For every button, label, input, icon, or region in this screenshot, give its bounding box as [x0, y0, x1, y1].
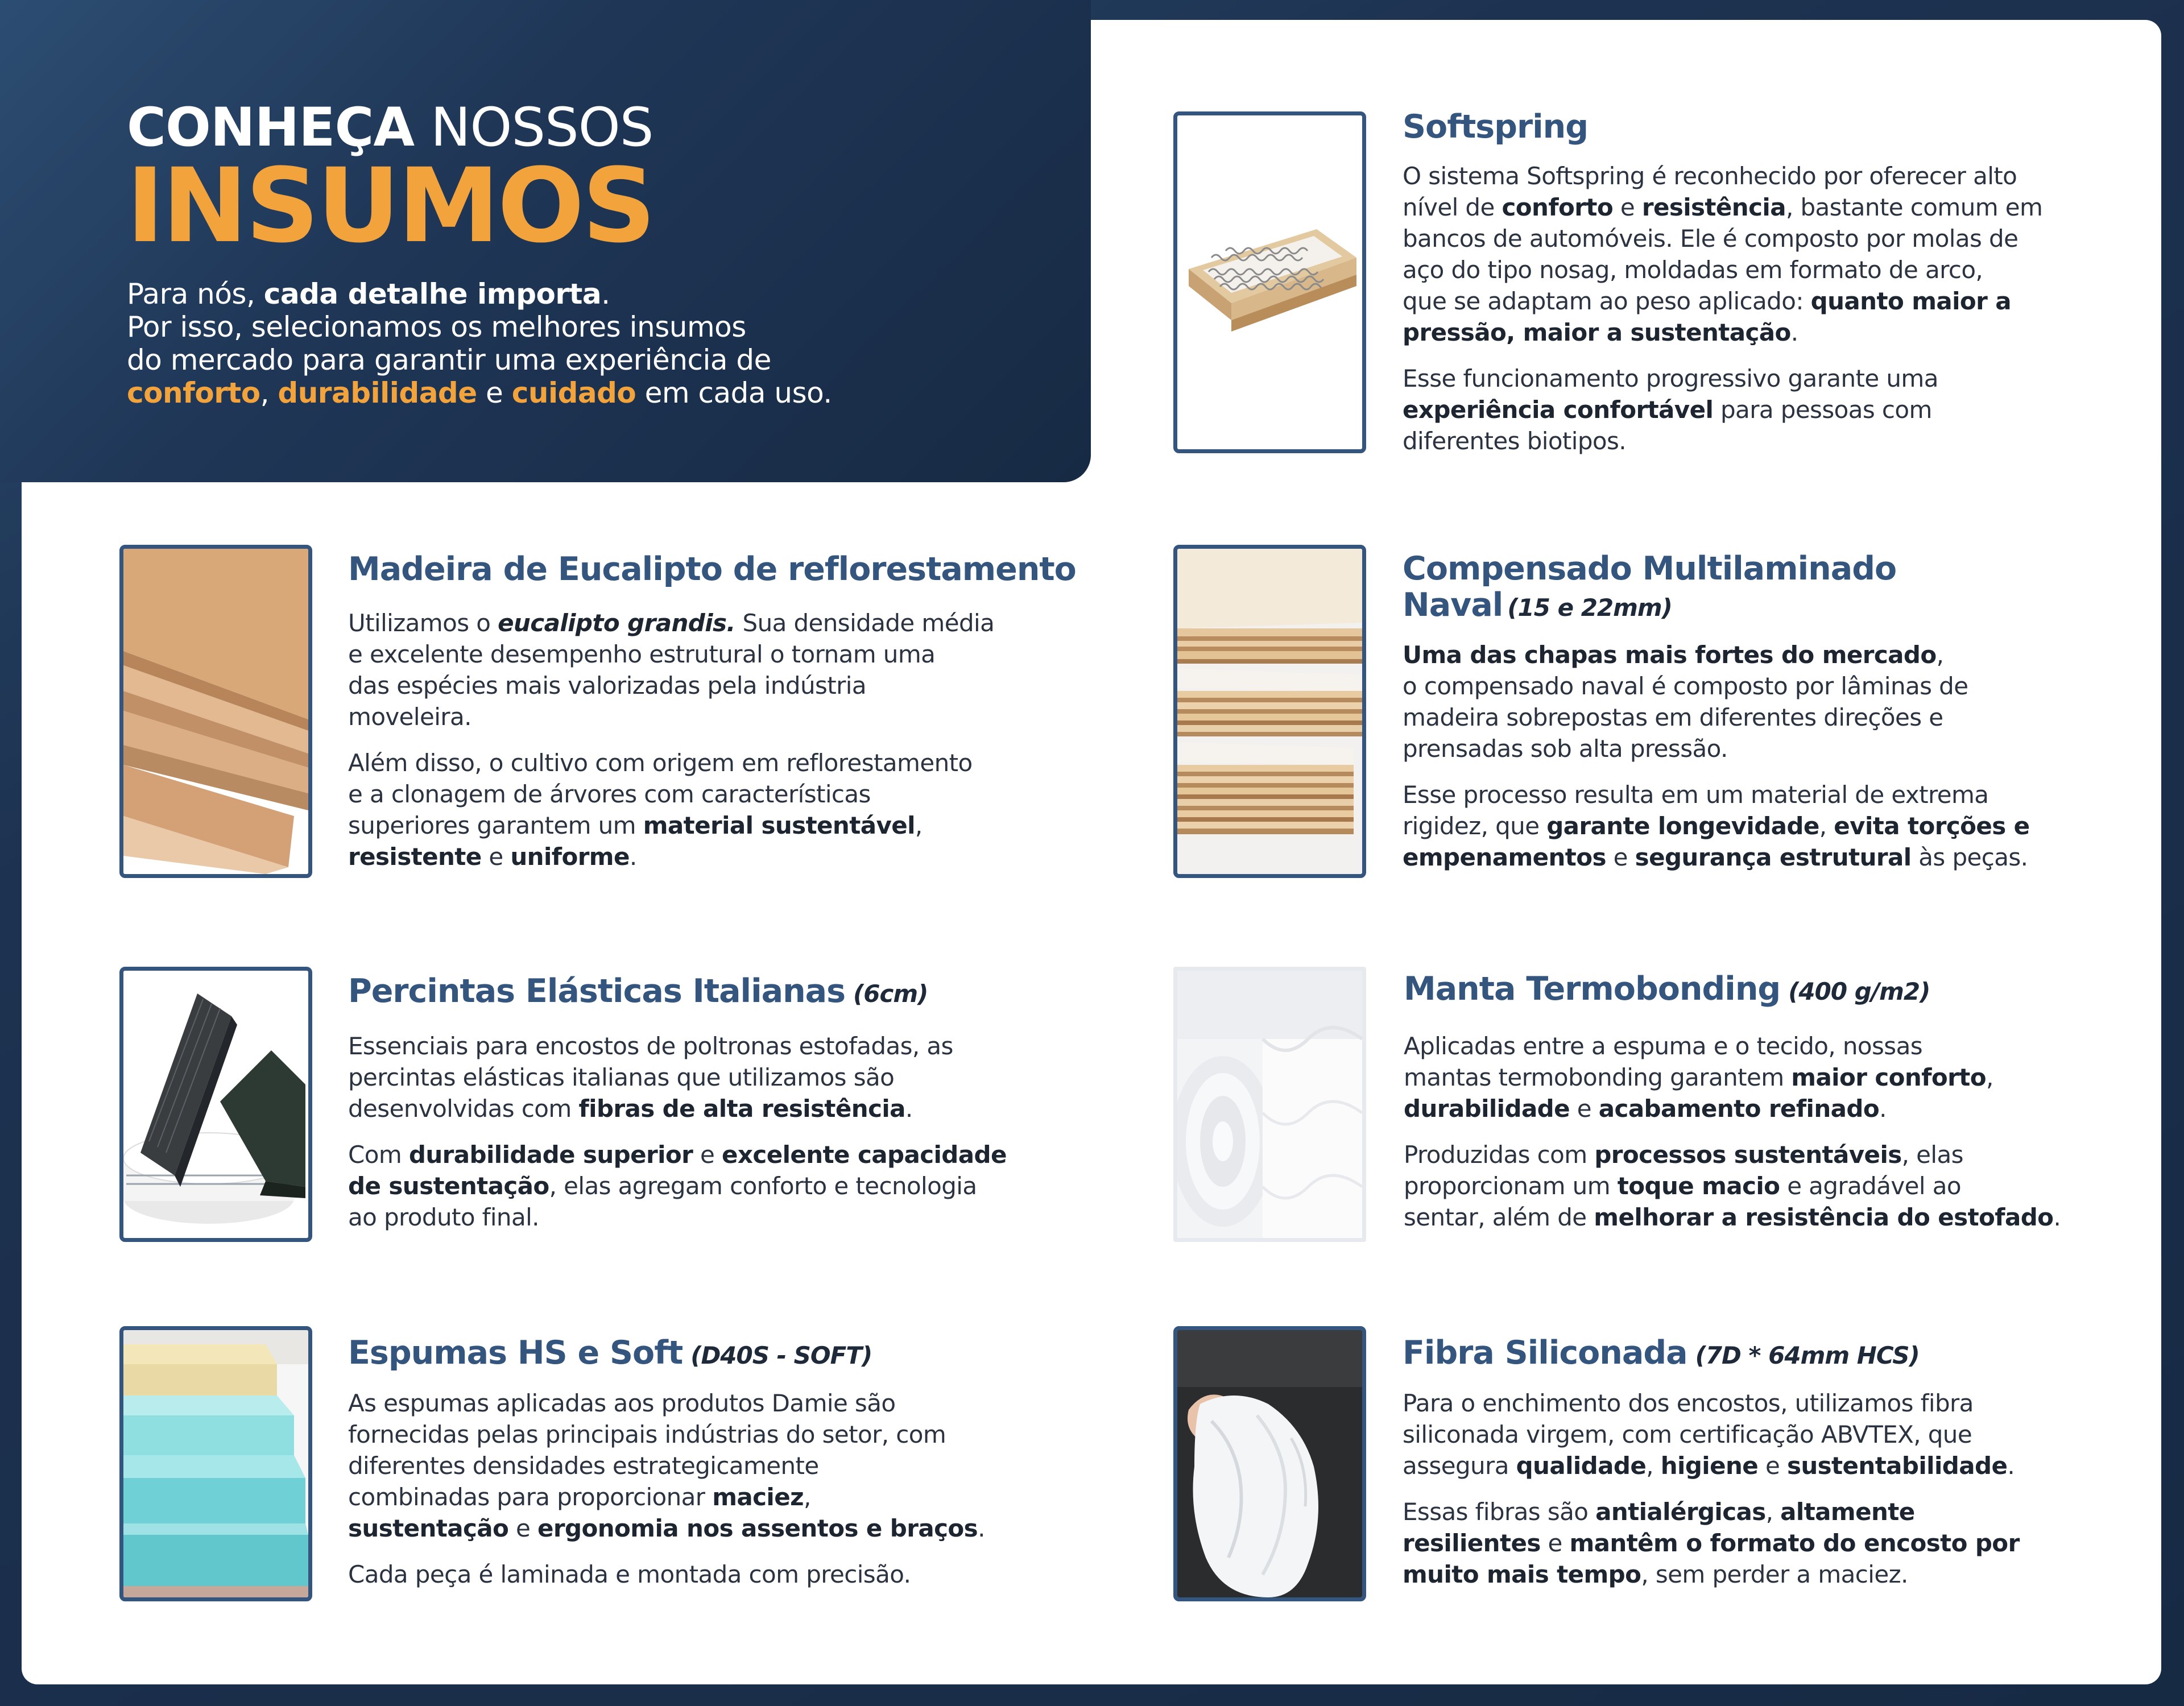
- body-text: ,: [1936, 641, 1944, 669]
- espumas-text: [348, 1388, 985, 1605]
- body-text: superiores garantem um: [348, 811, 643, 839]
- body-text: .: [1790, 318, 1798, 346]
- body-bold: resistente: [348, 843, 482, 871]
- percintas-title: [348, 972, 928, 1013]
- hero-intro: [127, 278, 1060, 409]
- body-text: .: [2007, 1452, 2015, 1480]
- body-text: ,: [1819, 812, 1834, 840]
- manta-text: [1404, 1030, 2061, 1248]
- body-bold: uniforme: [510, 843, 630, 871]
- intro-highlight: durabilidade: [278, 376, 477, 409]
- body-text: para pessoas com: [1713, 396, 1932, 424]
- softspring-image: [1173, 111, 1366, 453]
- body-text: e agradável ao: [1780, 1172, 1961, 1200]
- body-text: e: [508, 1514, 538, 1542]
- body-text: ,: [1986, 1063, 1993, 1091]
- body-line: moveleira.: [348, 703, 471, 731]
- intro-line: do mercado para garantir uma experiência de: [127, 343, 771, 376]
- body-text: , sem perder a maciez.: [1641, 1560, 1908, 1588]
- body-bold: excelente capacidade: [722, 1141, 1007, 1169]
- madeira-text: [348, 607, 994, 887]
- body-text: combinadas para proporcionar: [348, 1483, 713, 1511]
- fibra-text: [1403, 1388, 2020, 1605]
- body-line: Além disso, o cultivo com origem em reflorestamento: [348, 749, 973, 777]
- body-line: bancos de automóveis. Ele é composto por molas de: [1403, 225, 2018, 252]
- percintas-text: [348, 1030, 1007, 1248]
- intro-highlight: conforto: [127, 376, 260, 409]
- fibra-title-text: Fibra Siliconada: [1403, 1334, 1687, 1372]
- body-line: Esse funcionamento progressivo garante uma: [1403, 365, 1938, 392]
- intro-text: Para nós,: [127, 278, 264, 310]
- body-bold: higiene: [1660, 1452, 1759, 1480]
- body-bold: antialérgicas: [1595, 1498, 1766, 1526]
- body-text: mantas termobonding garantem: [1404, 1063, 1792, 1091]
- intro-text: .: [601, 278, 610, 310]
- body-line: fornecidas pelas principais indústrias do setor, com: [348, 1421, 946, 1448]
- body-text: e: [693, 1141, 722, 1169]
- body-text: às peças.: [1911, 843, 2028, 871]
- body-text: ,: [915, 811, 923, 839]
- body-text: e: [1613, 193, 1642, 221]
- body-text: e: [1606, 843, 1635, 871]
- body-line: aço do tipo nosag, moldadas em formato de arco,: [1403, 256, 1983, 284]
- body-text: sentar, além de: [1404, 1203, 1594, 1231]
- body-text: rigidez, que: [1403, 812, 1547, 840]
- body-text: e: [1570, 1095, 1599, 1123]
- body-bold: mantêm o formato do encosto por: [1569, 1529, 2020, 1557]
- body-text: e: [481, 843, 511, 871]
- body-bold: pressão, maior a sustentação: [1403, 318, 1791, 346]
- body-line: Esse processo resulta em um material de extrema: [1403, 781, 1989, 809]
- intro-bold: cada detalhe importa: [263, 278, 602, 310]
- body-bold: maior conforto: [1791, 1063, 1986, 1091]
- body-line: diferentes densidades estrategicamente: [348, 1452, 819, 1480]
- manta-title-text: Manta Termobonding: [1404, 970, 1781, 1008]
- body-bold: fibras de alta resistência: [578, 1095, 905, 1123]
- body-bold: melhorar a resistência do estofado: [1594, 1203, 2054, 1231]
- body-bold: conforto: [1502, 193, 1614, 221]
- body-text: Produzidas com: [1404, 1141, 1595, 1169]
- intro-highlight: cuidado: [511, 376, 636, 409]
- body-line: das espécies mais valorizadas pela indústria: [348, 672, 866, 699]
- percintas-title-text: Percintas Elásticas Italianas: [348, 972, 846, 1010]
- body-line: Essenciais para encostos de poltronas estofadas, as: [348, 1032, 953, 1060]
- body-bold: garante longevidade: [1546, 812, 1819, 840]
- softspring-text: [1403, 160, 2042, 471]
- body-line: siliconada virgem, com certificação ABVTEX, que: [1403, 1421, 1972, 1448]
- body-bold-italic: eucalipto grandis.: [498, 609, 735, 637]
- body-text: , bastante comum em: [1785, 193, 2043, 221]
- body-bold: toque macio: [1617, 1172, 1780, 1200]
- body-text: .: [978, 1514, 985, 1542]
- body-text: que se adaptam ao peso aplicado:: [1403, 287, 1811, 315]
- fibra-title: [1403, 1334, 1920, 1374]
- body-bold: Uma das chapas mais fortes do mercado: [1403, 641, 1937, 669]
- body-line: e excelente desempenho estrutural o tornam uma: [348, 640, 936, 668]
- intro-text: e: [477, 376, 512, 409]
- espumas-title-text: Espumas HS e Soft: [348, 1334, 683, 1372]
- intro-text: em cada uso.: [636, 376, 832, 409]
- body-text: e: [1758, 1452, 1787, 1480]
- body-line: o compensado naval é composto por lâminas de: [1403, 672, 1968, 700]
- percintas-spec: (6cm): [853, 980, 928, 1008]
- body-bold: durabilidade: [1404, 1095, 1570, 1123]
- body-bold: durabilidade superior: [408, 1141, 693, 1169]
- body-text: ,: [1765, 1498, 1781, 1526]
- body-line: prensadas sob alta pressão.: [1403, 735, 1728, 763]
- body-line: e a clonagem de árvores com características: [348, 780, 871, 808]
- body-text: , elas agregam conforto e tecnologia: [549, 1172, 977, 1200]
- body-bold: altamente: [1780, 1498, 1915, 1526]
- body-text: Sua densidade média: [735, 609, 995, 637]
- body-bold: ergonomia nos assentos e braços: [537, 1514, 978, 1542]
- compensado-title-l2: Naval: [1403, 586, 1503, 624]
- espumas-spec: (D40S - SOFT): [690, 1341, 872, 1369]
- body-text: e: [1540, 1529, 1570, 1557]
- body-line: diferentes biotipos.: [1403, 427, 1627, 455]
- body-text: .: [2053, 1203, 2061, 1231]
- madeira-image: [119, 545, 312, 878]
- body-text: .: [1879, 1095, 1887, 1123]
- fibra-spec: (7D * 64mm HCS): [1695, 1341, 1920, 1369]
- body-text: .: [629, 843, 637, 871]
- percintas-image: [119, 967, 312, 1242]
- body-bold: processos sustentáveis: [1594, 1141, 1902, 1169]
- body-bold: sustentabilidade: [1786, 1452, 2008, 1480]
- body-text: assegura: [1403, 1452, 1516, 1480]
- body-line: madeira sobrepostas em diferentes direções e: [1403, 703, 1943, 731]
- fibra-image: [1173, 1326, 1366, 1601]
- body-bold: resistência: [1641, 193, 1786, 221]
- body-text: nível de: [1403, 193, 1502, 221]
- body-line: Cada peça é laminada e montada com precisão.: [348, 1560, 911, 1588]
- body-text: Utilizamos o: [348, 609, 498, 637]
- body-line: Para o enchimento dos encostos, utilizamos fibra: [1403, 1389, 1974, 1417]
- body-text: Essas fibras são: [1403, 1498, 1596, 1526]
- body-bold: de sustentação: [348, 1172, 549, 1200]
- body-text: , elas: [1901, 1141, 1963, 1169]
- body-text: .: [905, 1095, 913, 1123]
- hero-title-light: NOSSOS: [414, 97, 653, 159]
- intro-line: Por isso, selecionamos os melhores insumos: [127, 310, 746, 343]
- intro-text: ,: [260, 376, 278, 409]
- madeira-title: Madeira de Eucalipto de reflorestamento: [348, 550, 1076, 588]
- body-text: Com: [348, 1141, 409, 1169]
- body-bold: maciez: [712, 1483, 804, 1511]
- hero-title-big: INSUMOS: [126, 147, 654, 266]
- manta-image: [1173, 967, 1366, 1242]
- body-bold: experiência confortável: [1403, 396, 1714, 424]
- hero-title-bold: CONHEÇA: [127, 97, 415, 159]
- compensado-title-l1: Compensado Multilaminado: [1403, 550, 1897, 587]
- body-text: ,: [1646, 1452, 1661, 1480]
- body-text: desenvolvidas com: [348, 1095, 579, 1123]
- body-bold: quanto maior a: [1810, 287, 2012, 315]
- body-text: proporcionam um: [1404, 1172, 1618, 1200]
- body-line: percintas elásticas italianas que utilizamos são: [348, 1063, 895, 1091]
- espumas-title: [348, 1334, 872, 1374]
- compensado-image: [1173, 545, 1366, 878]
- compensado-title: [1403, 550, 1896, 626]
- body-bold: evita torções e: [1834, 812, 2030, 840]
- body-bold: qualidade: [1516, 1452, 1647, 1480]
- softspring-title: Softspring: [1403, 108, 1589, 146]
- body-line: Aplicadas entre a espuma e o tecido, nossas: [1404, 1032, 1923, 1060]
- body-bold: resilientes: [1403, 1529, 1541, 1557]
- body-bold: muito mais tempo: [1403, 1560, 1641, 1588]
- body-bold: empenamentos: [1403, 843, 1606, 871]
- body-line: As espumas aplicadas aos produtos Damie são: [348, 1389, 896, 1417]
- body-bold: sustentação: [348, 1514, 509, 1542]
- manta-title: [1404, 970, 1930, 1011]
- body-line: O sistema Softspring é reconhecido por oferecer alto: [1403, 162, 2017, 190]
- manta-spec: (400 g/m2): [1788, 978, 1930, 1005]
- body-bold: material sustentável: [643, 811, 915, 839]
- espumas-image: [119, 1326, 312, 1601]
- body-text: ,: [803, 1483, 811, 1511]
- compensado-text: [1403, 639, 2030, 888]
- compensado-spec: (15 e 22mm): [1507, 594, 1672, 622]
- body-bold: acabamento refinado: [1598, 1095, 1880, 1123]
- body-line: ao produto final.: [348, 1203, 539, 1231]
- body-bold: segurança estrutural: [1635, 843, 1912, 871]
